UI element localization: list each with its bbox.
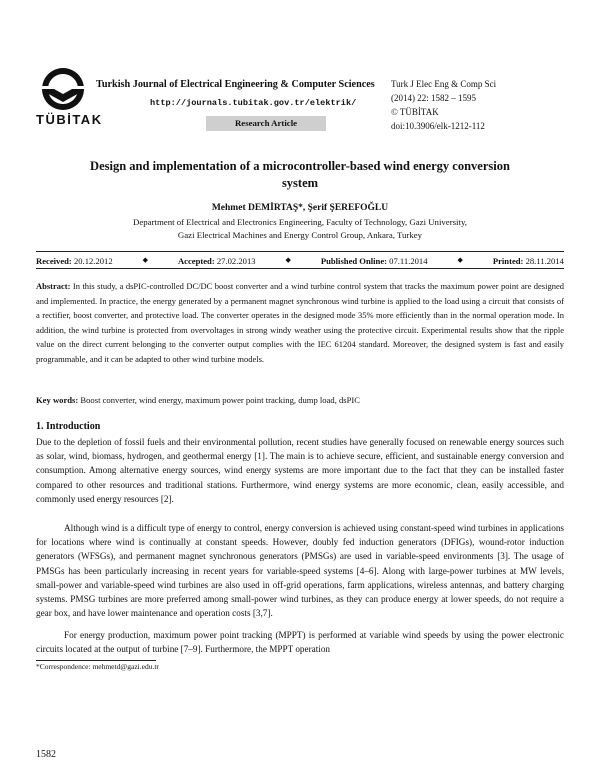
intro-paragraph-3: For energy production, maximum power point tracking (MPPT) is performed at variable wind speeds by using the power electronic circuits located at the output of turbine [7–9]. Furthermore, the MPPT operation [36, 630, 564, 655]
paper-title-line-1: Design and implementation of a microcontroller-based wind energy conversion [90, 159, 510, 173]
affiliation-line-1: Department of Electrical and Electronics Engineering, Faculty of Technology, Gazi University, [133, 217, 467, 227]
citation-journal: Turk J Elec Eng & Comp Sci [391, 79, 497, 89]
separator-icon: ◆ [142, 256, 148, 264]
page-number: 1582 [36, 749, 56, 760]
dates-top-rule [36, 251, 564, 252]
abstract [36, 279, 564, 366]
article-type-badge: Research Article [206, 116, 326, 131]
paper-title-line-2: system [281, 176, 319, 190]
intro-paragraph-2: Although wind is a difficult type of energy to control, energy conversion is achieved using constant-speed wind turbines in applications for locations where wind is continually at constant speeds. However, doubly fed induction generators (DFIGs), wound-rotor induction generators (WFSGs), and permanent magnet synchronous generators (PMSGs) are used in variable-speed environments [3]. The usage of PMSGs has been particularly increasing in recent years for variable-speed systems [4–6]. Along with large-power turbines at MW levels, small-power and variable-speed wind turbines are also used in off-grid operations, farm applications, wireless antennas, and battery charging systems. PMSG turbines are more preferred among small-power wind turbines, as they can produce energy at lower speeds, do not require a gear box, and have lower maintenance and operation costs [3,7]. [36, 523, 564, 619]
journal-url-link[interactable]: http://journals.tubitak.gov.tr/elektrik/ [150, 98, 357, 108]
citation-copyright: © TÜBİTAK [391, 107, 439, 117]
citation-doi[interactable]: doi:10.3906/elk-1212-112 [391, 121, 485, 131]
separator-icon: ◆ [285, 256, 291, 264]
publisher-logo-text: TÜBİTAK [36, 112, 103, 127]
printed-date: Printed: 28.11.2014 [492, 256, 564, 266]
keywords-label: Key words: [36, 395, 79, 405]
tubitak-logo-icon [35, 66, 91, 112]
journal-name: Turkish Journal of Electrical Engineering & Computer Sciences [96, 79, 375, 90]
keywords [36, 395, 564, 405]
accepted-date: Accepted: 27.02.2013 [177, 256, 256, 266]
footnote-rule [36, 660, 156, 661]
abstract-text: In this study, a dsPIC-controlled DC/DC boost converter and a wind turbine control system that tracks the maximum power point are designed and implemented. In practice, the energy generated by a permanent magnet synchronous wind turbine is applied to the load using a circuit that consists of a rectifier, boost converter, and protective load. The converter operates in the designed mode 35% more efficiently than in the normal operation mode. In addition, the wind turbine is protected from overvoltages in strong windy weather using the protective circuit. Experimental results show that the ripple value on the direct current belonging to the converter output complies with the IEC 61204 standard. Moreover, the designed system is fast and easily programmable, and it can be adapted to other wind turbine models. [36, 281, 565, 364]
author-list: Mehmet DEMİRTAŞ*, Şerif ŞEREFOĞLU [211, 203, 389, 213]
citation-volume-pages: (2014) 22: 1582 – 1595 [391, 93, 476, 103]
correspondence-footnote: *Correspondence: mehmetd@gazi.edu.tr [36, 662, 159, 671]
intro-paragraph-1: Due to the depletion of fossil fuels and their environmental pollution, recent studies have generally focused on renewable energy sources such as solar, wind, biomass, hydrogen, and geothermal energy [1]. The main is to achieve secure, efficient, and sustainable energy conversion and consumption. Among alternative energy sources, wind energy systems are more important due to the fact that they can be installed faster compared to other resources and traditional stations. Furthermore, wind energy systems are more economic, clean, easily accessible, and commonly used energy resources [2]. [36, 437, 564, 504]
dates-row [36, 256, 564, 266]
keywords-text: Boost converter, wind energy, maximum power point tracking, dump load, dsPIC [80, 395, 361, 405]
paper-title [36, 158, 564, 192]
separator-icon: ◆ [457, 256, 463, 264]
abstract-label: Abstract: [36, 281, 71, 291]
affiliation-line-2: Gazi Electrical Machines and Energy Control Group, Ankara, Turkey [177, 230, 423, 240]
published-date: Published Online: 07.11.2014 [320, 256, 428, 266]
received-date: Received: 20.12.2012 [36, 256, 113, 266]
dates-bottom-rule [36, 268, 564, 269]
section-heading: 1. Introduction [36, 421, 101, 432]
